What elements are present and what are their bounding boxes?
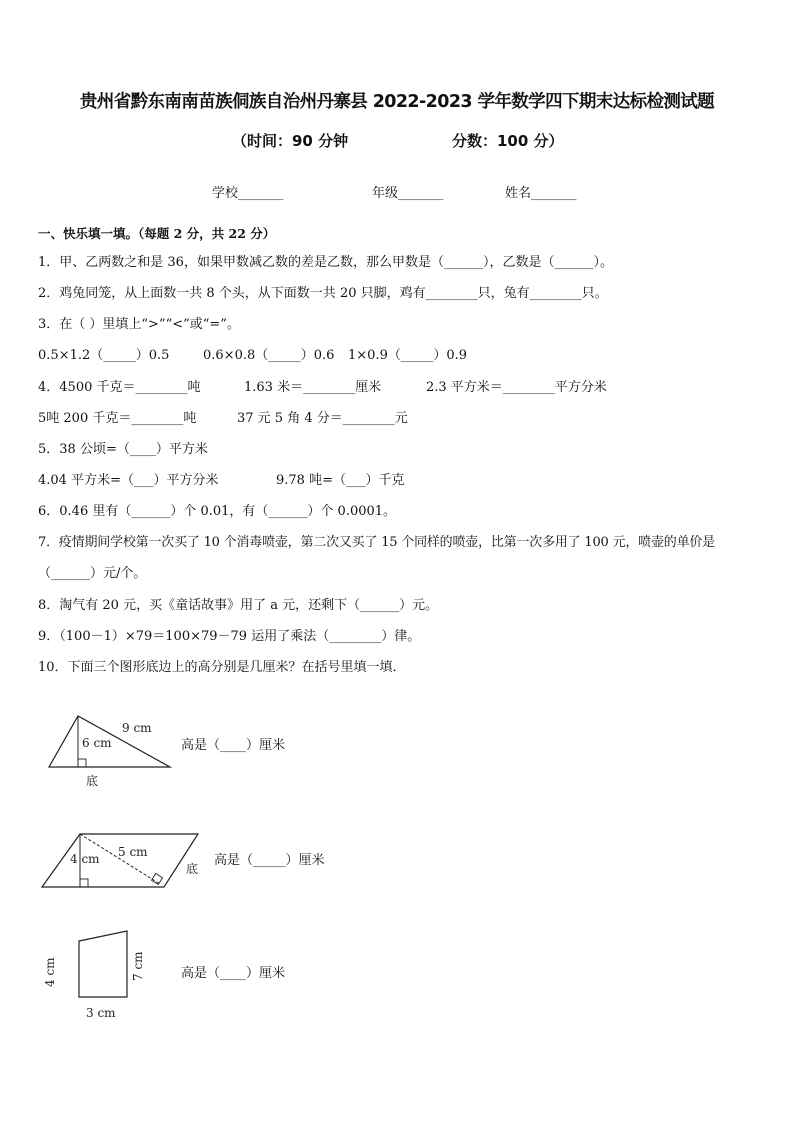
name-field[interactable]: 姓名_______ <box>505 186 577 201</box>
parallelogram-height-label: 4 cm <box>70 852 100 866</box>
question-7-cont: （______）元/个。 <box>38 566 147 581</box>
question-4e: 37 元 5 角 4 分＝________元 <box>237 411 408 426</box>
triangle-hyp-label: 9 cm <box>122 721 152 735</box>
question-4a: 4．4500 千克＝________吨 <box>38 380 201 395</box>
trapezoid-left-label: 4 cm <box>43 957 57 987</box>
triangle-figure <box>40 710 180 795</box>
parallelogram-base-label: 底 <box>186 862 199 876</box>
right-angle-mark <box>151 873 162 884</box>
right-angle-mark <box>78 759 86 767</box>
question-2: 2．鸡兔同笼，从上面数一共 8 个头，从下面数一共 20 只脚，鸡有________只，兔有________只。 <box>38 286 608 301</box>
triangle-height-label: 6 cm <box>82 736 112 750</box>
question-5b: 9.78 吨=（___）千克 <box>276 473 405 488</box>
trapezoid-answer: 高是（____）厘米 <box>181 966 286 981</box>
parallelogram-figure <box>36 830 216 892</box>
question-7: 7．疫情期间学校第一次买了 10 个消毒喷壶，第二次又买了 15 个同样的喷壶，比第一次多用了 100 元，喷壶的单价是 <box>38 535 715 550</box>
question-1: 1．甲、乙两数之和是 36，如果甲数减乙数的差是乙数，那么甲数是（______），乙数是（______）。 <box>38 255 613 270</box>
grade-field[interactable]: 年级_______ <box>372 186 444 201</box>
triangle-base-label: 底 <box>86 774 99 788</box>
question-6: 6．0.46 里有（______）个 0.01，有（______）个 0.0001。 <box>38 504 397 519</box>
trapezoid-figure <box>40 925 160 1025</box>
question-3c: 1×0.9（_____）0.9 <box>348 348 468 363</box>
exam-time: （时间：90 分钟 <box>232 132 349 150</box>
question-10: 10．下面三个图形底边上的高分别是几厘米？在括号里填一填． <box>38 660 406 675</box>
question-4b: 1.63 米＝________厘米 <box>244 380 382 395</box>
question-9: 9．（100－1）×79＝100×79－79 运用了乘法（________）律。 <box>38 629 421 644</box>
parallelogram-diag-label: 5 cm <box>118 845 148 859</box>
question-3a: 0.5×1.2（_____）0.5 <box>38 348 170 363</box>
triangle-answer: 高是（____）厘米 <box>181 738 286 753</box>
question-4c: 2.3 平方米＝________平方分米 <box>426 380 607 395</box>
parallelogram-shape <box>42 834 198 887</box>
question-3: 3．在（ ）里填上“>”“<”或“=”。 <box>38 317 240 332</box>
trapezoid-right-label: 7 cm <box>131 951 145 981</box>
right-angle-mark <box>80 879 88 887</box>
section-heading: 一、快乐填一填。（每题 2 分，共 22 分） <box>38 226 276 241</box>
question-3b: 0.6×0.8（_____）0.6 <box>203 348 335 363</box>
parallelogram-answer: 高是（_____）厘米 <box>214 853 325 868</box>
trapezoid-shape <box>79 931 127 997</box>
exam-score: 分数：100 分） <box>452 132 564 150</box>
question-5: 5．38 公顷=（____）平方米 <box>38 442 208 457</box>
trapezoid-bottom-label: 3 cm <box>86 1006 116 1020</box>
question-4d: 5吨 200 千克＝________吨 <box>38 411 197 426</box>
school-field[interactable]: 学校_______ <box>212 186 284 201</box>
question-8: 8．淘气有 20 元，买《童话故事》用了 a 元，还剩下（______）元。 <box>38 598 439 613</box>
question-5a: 4.04 平方米=（___）平方分米 <box>38 473 219 488</box>
page-title: 贵州省黔东南南苗族侗族自治州丹寨县 2022-2023 学年数学四下期末达标检测试题 <box>79 92 715 112</box>
